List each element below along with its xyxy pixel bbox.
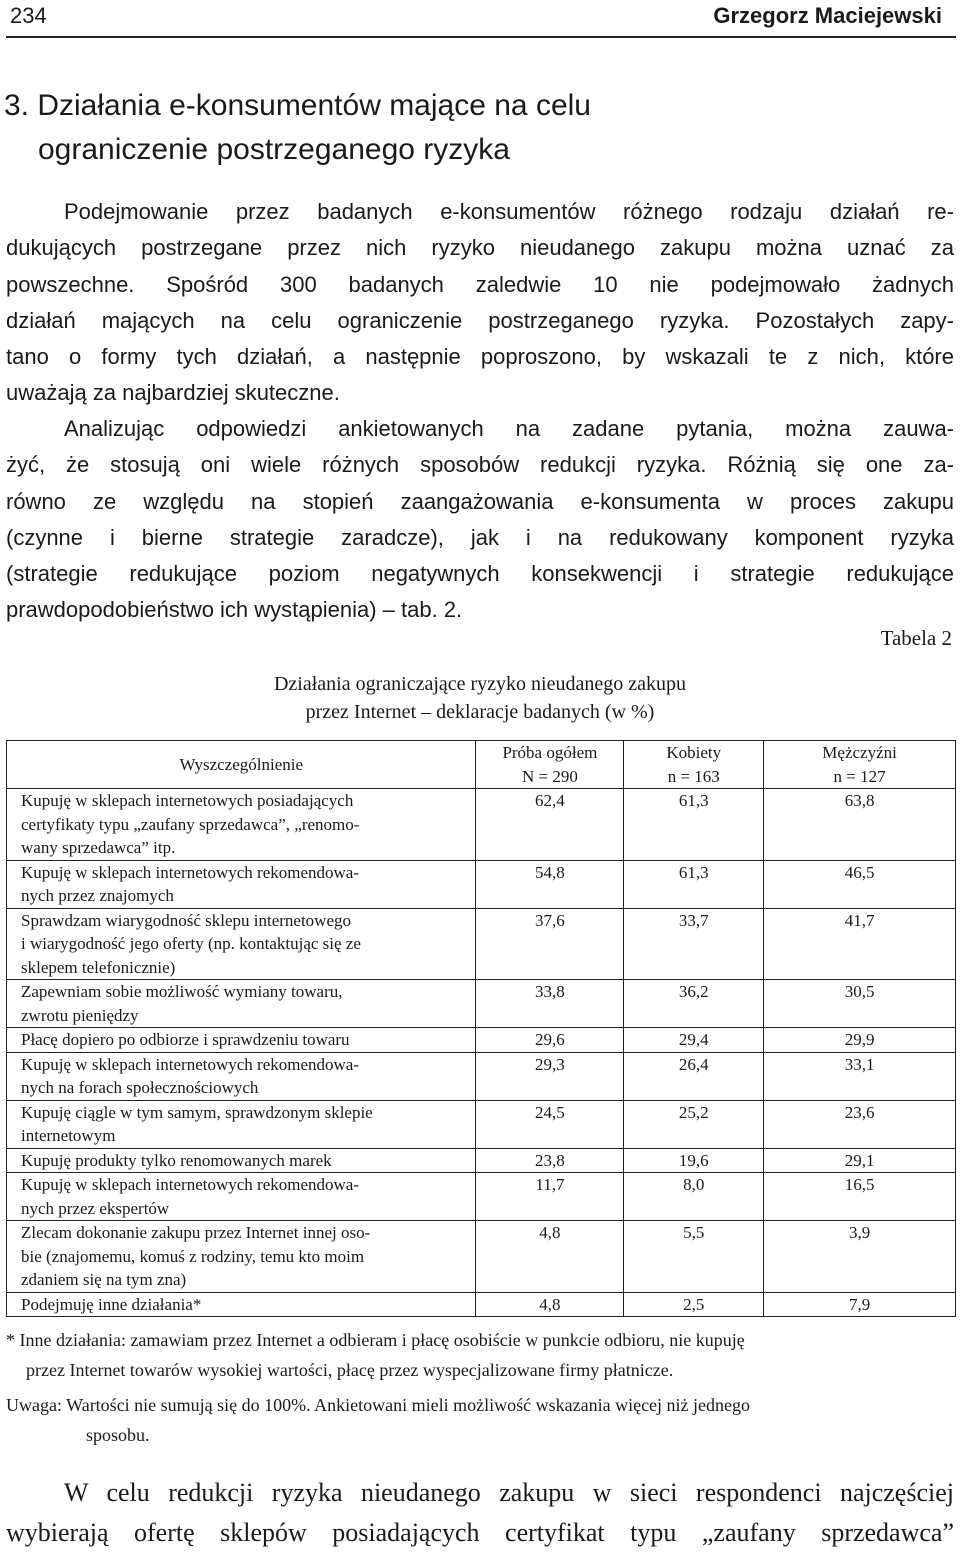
value-women: 8,0: [624, 1173, 764, 1221]
row-label-line: Zapewniam sobie możliwość wymiany towaru,: [21, 982, 343, 1001]
table-caption-line-2: przez Internet – deklaracje badanych (w %): [305, 701, 655, 723]
paragraph-1: [6, 194, 954, 412]
paragraph-line: powszechne. Spośród 300 badanych zaledwie 10 nie podejmowało żadnych: [6, 271, 954, 297]
value-men: 29,1: [764, 1148, 956, 1173]
section-title-line-2: ograniczenie postrzeganego ryzyka: [38, 133, 510, 166]
header-subtext: n = 163: [667, 766, 720, 786]
footnote: [6, 1325, 956, 1385]
page-number: 234: [10, 3, 47, 28]
row-label-line: wany sprzedawca” itp.: [21, 838, 176, 857]
value-women: 2,5: [624, 1292, 764, 1317]
value-total: 23,8: [476, 1148, 624, 1173]
value-women: 26,4: [624, 1052, 764, 1100]
footnote-line-2: przez Internet towarów wysokiej wartości, płacę przez wyspecjalizowane firmy płatnicze.: [26, 1360, 674, 1380]
table-row: [7, 1292, 956, 1317]
value-women: 5,5: [624, 1221, 764, 1293]
header-subtext: N = 290: [521, 766, 578, 786]
table-row: [7, 1052, 956, 1100]
value-total: 29,6: [476, 1028, 624, 1053]
row-label-line: Kupuję w sklepach internetowych posiadających: [21, 791, 354, 810]
row-label-cell: [7, 860, 476, 908]
value-women: 33,7: [624, 908, 764, 980]
value-men: 3,9: [764, 1221, 956, 1293]
table-caption: [180, 670, 780, 726]
value-men: 23,6: [764, 1100, 956, 1148]
header-cell-total: [476, 741, 624, 789]
row-label-line: Kupuję ciągle w tym samym, sprawdzonym sklepie: [21, 1102, 373, 1122]
row-label-cell: [7, 908, 476, 980]
table-row: [7, 789, 956, 861]
paragraph-line: działań mających na celu ograniczenie postrzeganego ryzyka. Pozostałych zapy-: [6, 307, 954, 333]
table-row: [7, 1028, 956, 1053]
header-subtext: n = 127: [833, 766, 886, 786]
row-label-line: Płacę dopiero po odbiorze i sprawdzeniu towaru: [21, 1030, 350, 1049]
table-row: [7, 1173, 956, 1221]
value-total: 54,8: [476, 860, 624, 908]
table-caption-line-1: Działania ograniczające ryzyko nieudanego zakupu: [273, 673, 686, 695]
section-title: [4, 84, 944, 172]
row-label-cell: [7, 1221, 476, 1293]
row-label-line: bie (znajomemu, komuś z rodziny, temu kto moim: [21, 1246, 365, 1266]
table-row: [7, 980, 956, 1028]
table-header-row: [7, 741, 956, 789]
value-women: 61,3: [624, 789, 764, 861]
paragraph-line: równo ze względu na stopień zaangażowania e-konsumenta w proces zakupu: [6, 488, 954, 514]
page-header: [6, 0, 956, 38]
section-title-line-1: 3. Działania e-konsumentów mające na celu: [4, 89, 591, 122]
value-men: 7,9: [764, 1292, 956, 1317]
row-label-line: zdaniem się na tym zna): [21, 1270, 187, 1289]
row-label-cell: [7, 1100, 476, 1148]
paragraph-line: Analizując odpowiedzi ankietowanych na zadane pytania, można zauwa-: [64, 416, 954, 441]
row-label-line: certyfikaty typu „zaufany sprzedawca”, „renomo-: [21, 814, 360, 834]
value-total: 11,7: [476, 1173, 624, 1221]
paragraph-line: tano o formy tych działań, a następnie poproszono, by wskazali te z nich, które: [6, 344, 954, 370]
value-total: 37,6: [476, 908, 624, 980]
row-label-cell: [7, 1028, 476, 1053]
table-row: [7, 1221, 956, 1293]
row-label-line: Kupuję w sklepach internetowych rekomendowa-: [21, 862, 359, 882]
paragraph-line: (czynne i bierne strategie zaradcze), jak i na redukowany komponent ryzyka: [6, 524, 954, 550]
value-men: 46,5: [764, 860, 956, 908]
row-label-cell: [7, 1173, 476, 1221]
value-men: 41,7: [764, 908, 956, 980]
value-total: 29,3: [476, 1052, 624, 1100]
row-label-line: Kupuję w sklepach internetowych rekomendowa-: [21, 1175, 359, 1194]
data-table: [6, 740, 956, 1317]
value-women: 19,6: [624, 1148, 764, 1173]
paragraph-2: [6, 411, 954, 629]
running-head-author: Grzegorz Maciejewski: [713, 3, 942, 28]
row-label-line: Kupuję produkty tylko renomowanych marek: [21, 1150, 332, 1170]
value-men: 33,1: [764, 1052, 956, 1100]
remark-line-2: sposobu.: [86, 1425, 150, 1445]
row-label-cell: [7, 1052, 476, 1100]
row-label-line: nych na forach społecznościowych: [21, 1078, 259, 1097]
table-label: Tabela 2: [880, 626, 952, 650]
header-cell-men: [764, 741, 956, 789]
paragraph-line: Podejmowanie przez badanych e-konsumentów różnego rodzaju działań re-: [64, 199, 954, 224]
row-label-cell: [7, 1292, 476, 1317]
table-row: [7, 1100, 956, 1148]
value-men: 16,5: [764, 1173, 956, 1221]
row-label-line: i wiarygodność jego oferty (np. kontaktując się ze: [21, 934, 361, 953]
paragraph-line: (strategie redukujące poziom negatywnych konsekwencji i strategie redukujące: [6, 561, 954, 587]
value-men: 29,9: [764, 1028, 956, 1053]
value-women: 29,4: [624, 1028, 764, 1053]
value-total: 33,8: [476, 980, 624, 1028]
row-label-line: Zlecam dokonanie zakupu przez Internet innej oso-: [21, 1223, 371, 1242]
row-label-cell: [7, 789, 476, 861]
table-row: [7, 860, 956, 908]
row-label-line: nych przez ekspertów: [21, 1198, 170, 1218]
value-total: 4,8: [476, 1292, 624, 1317]
row-label-line: Sprawdzam wiarygodność sklepu internetowego: [21, 910, 351, 930]
paragraph-line: żyć, że stosują oni wiele różnych sposobów redukcji ryzyka. Różnią się one za-: [6, 452, 954, 478]
value-women: 25,2: [624, 1100, 764, 1148]
row-label-line: internetowym: [21, 1126, 116, 1145]
header-text: Próba ogółem: [502, 743, 598, 762]
header-cell-item: [7, 741, 476, 789]
value-women: 61,3: [624, 860, 764, 908]
value-total: 4,8: [476, 1221, 624, 1293]
final-paragraph: [6, 1473, 954, 1553]
paragraph-line: dukujących postrzegane przez nich ryzyko nieudanego zakupu można uznać za: [6, 235, 954, 261]
header-text: Kobiety: [666, 743, 722, 762]
paragraph-line: uważają za najbardziej skuteczne.: [6, 380, 340, 406]
header-cell-women: [624, 741, 764, 789]
value-men: 30,5: [764, 980, 956, 1028]
row-label-line: sklepem telefonicznie): [21, 957, 176, 977]
header-text: Wyszczególnienie: [179, 754, 304, 774]
table-remark: [6, 1390, 956, 1450]
paragraph-line: wybierają ofertę sklepów posiadających certyfikat typu „zaufany sprzedawca”: [6, 1518, 954, 1547]
paragraph-line: prawdopodobieństwo ich wystąpienia) – tab. 2.: [6, 597, 463, 623]
paragraph-line: W celu redukcji ryzyka nieudanego zakupu w sieci respondenci najczęściej: [64, 1478, 954, 1507]
row-label-line: Podejmuję inne działania*: [21, 1294, 202, 1314]
value-women: 36,2: [624, 980, 764, 1028]
header-text: Mężczyźni: [822, 743, 897, 762]
value-total: 62,4: [476, 789, 624, 861]
footnote-line-1: * Inne działania: zamawiam przez Internet a odbieram i płacę osobiście w punkcie odbioru, nie kupuję: [6, 1330, 745, 1350]
row-label-line: Kupuję w sklepach internetowych rekomendowa-: [21, 1054, 359, 1074]
remark-line-1: Uwaga: Wartości nie sumują się do 100%. Ankietowani mieli możliwość wskazania więcej niż jednego: [6, 1395, 751, 1415]
row-label-cell: [7, 980, 476, 1028]
row-label-line: zwrotu pieniędzy: [21, 1005, 139, 1025]
row-label-cell: [7, 1148, 476, 1173]
table-row: [7, 1148, 956, 1173]
row-label-line: nych przez znajomych: [21, 886, 174, 905]
table-row: [7, 908, 956, 980]
value-total: 24,5: [476, 1100, 624, 1148]
value-men: 63,8: [764, 789, 956, 861]
